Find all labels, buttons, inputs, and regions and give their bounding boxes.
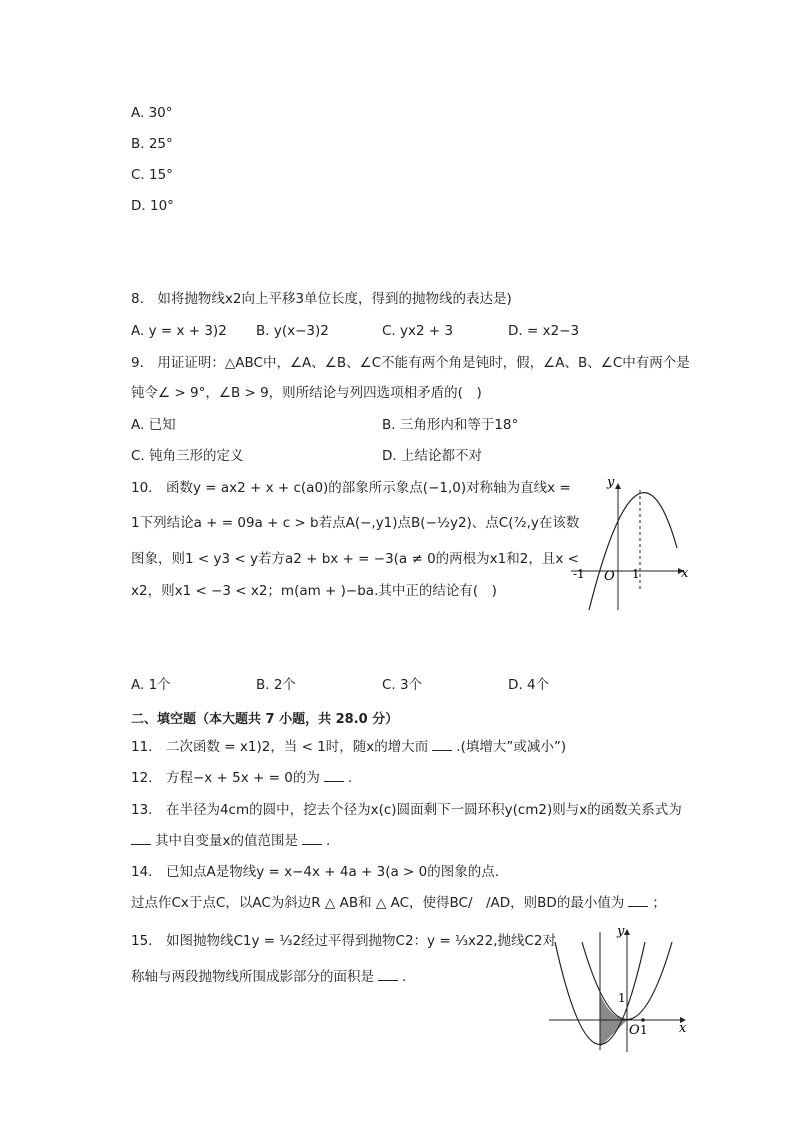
q15-line2-text: 称轴与两段抛物线所围成影部分的面积是 — [131, 969, 374, 985]
q15-blank — [378, 968, 398, 981]
q13-tail: . — [326, 833, 331, 849]
one-label: 1 — [632, 567, 640, 581]
q10-option-d: D. 4个 — [508, 677, 550, 693]
q12-tail: . — [347, 770, 353, 786]
q12-blank — [324, 769, 344, 782]
q9-line2: 钝令∠ > 9°，∠B > 9，则所结论与列四选项相矛盾的( ) — [131, 385, 482, 401]
q12-text: 12. 方程−x + 5x + = 0的为 — [131, 770, 320, 786]
q7-option-c: C. 15° — [131, 167, 173, 183]
parabola-curve — [589, 493, 677, 610]
q13-line1: 13. 在半径为4cm的圆中，挖去个径为x(c)圆面剩下一圆环积y(cm2)则与x的函数关系式为 — [131, 802, 682, 818]
q13-line2-text: 其中自变量x的值范围是 — [155, 833, 298, 849]
q15-parabola-graph — [545, 922, 695, 1057]
q10-line4: x2，则x1 < −3 < x2；m(am + )−ba.其中正的结论有( ) — [131, 583, 497, 599]
q14-blank — [628, 894, 648, 907]
q10-option-a: A. 1个 — [131, 677, 171, 693]
q10-option-c: C. 3个 — [382, 677, 423, 693]
q7-option-d: D. 10° — [131, 198, 174, 214]
q10-line1: 10. 函数y = ax2 + x + c(a0)的部象所示象点(−1,0)对称轴为直线x = — [131, 480, 571, 496]
q10-parabola-graph — [565, 470, 695, 615]
x-label: x — [679, 1021, 687, 1036]
point-one — [641, 1018, 645, 1022]
section-fill-in-heading: 二、填空题（本大题共 7 小题，共 28.0 分） — [131, 712, 399, 727]
q13-line2 — [131, 832, 330, 850]
q15-line1: 15. 如图抛物线C1y = ⅓2经过平得到抛物C2：y = ⅓x22,抛线C2对 — [131, 933, 556, 949]
q9-option-c: C. 钝角三形的定义 — [131, 448, 244, 464]
q9-line1: 9. 用证证明：△ABC中，∠A、∠B、∠C不能有两个角是钝时，假，∠A、B、∠C中有两个是 — [131, 355, 690, 371]
q14-line2-text: 过点作Cx于点C，以AC为斜边R △ AB和 △ AC，使得BC/ /AD，则BD的最小值为 — [131, 895, 625, 911]
q8-option-d: D. = x2−3 — [508, 323, 580, 339]
q7-option-b: B. 25° — [131, 136, 173, 152]
q10-option-b: B. 2个 — [256, 677, 296, 693]
q15-tail: . — [402, 969, 407, 985]
q9-option-a: A. 已知 — [131, 417, 176, 433]
x-one-label: 1 — [640, 1023, 648, 1037]
q9-option-b: B. 三角形内和等于18° — [382, 417, 519, 433]
y-label: y — [617, 924, 625, 939]
origin-label: O — [629, 1023, 640, 1038]
q8-option-b: B. y(x−3)2 — [256, 323, 329, 339]
minus-one-label: -1 — [573, 567, 585, 581]
q15-line2 — [131, 968, 406, 986]
q13-blank-2 — [302, 832, 322, 845]
q8-option-c: C. yx2 + 3 — [382, 323, 454, 339]
q14-line1: 14. 已知点A是物线y = x−4x + 4a + 3(a > 0的图象的点． — [131, 864, 509, 880]
q7-option-a: A. 30° — [131, 105, 173, 121]
q10-line2: 1下列结论a + = 09a + c > b若点A(−,y1)点B(−½y2)、点C(⁷⁄₂,y在该数 — [131, 515, 580, 531]
q11-blank — [432, 738, 452, 751]
origin-label: O — [604, 569, 615, 584]
q12 — [131, 769, 352, 787]
y-one-label: 1 — [618, 991, 626, 1005]
y-label: y — [607, 475, 615, 490]
q8-option-a: A. y = x + 3)2 — [131, 323, 227, 339]
q14-tail: ； — [652, 895, 666, 911]
x-label: x — [681, 566, 689, 581]
q10-line3: 图象，则1 < y3 < y若方a2 + bx + = −3(a ≠ 0的两根为x1和2，且x < — [131, 551, 579, 567]
q13-blank-1 — [131, 832, 151, 845]
q9-option-d: D. 上结论都不对 — [382, 448, 482, 464]
q11-tail: .(填增大”或减小”) — [456, 739, 567, 755]
q11-text: 11. 二次函数 = x1)2，当 < 1时，随x的增大而 — [131, 739, 429, 755]
q14-line2 — [131, 894, 666, 912]
q11 — [131, 738, 566, 756]
q8-stem: 8. 如将抛物线x2向上平移3单位长度，得到的抛物线的表达是) — [131, 291, 512, 307]
